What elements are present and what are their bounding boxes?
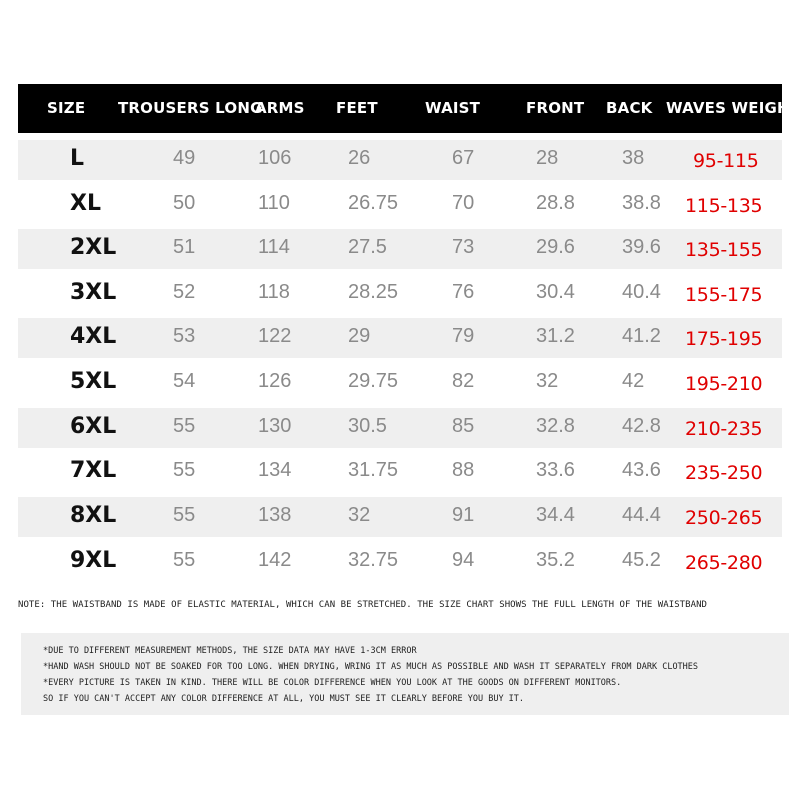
header-back: BACK [606,99,653,117]
cell-back: 42 [622,370,645,392]
cell-size: 4XL [70,324,117,349]
cell-feet: 29.75 [348,370,399,392]
cell-size: 7XL [70,458,117,483]
cell-front: 30.4 [536,281,575,303]
cell-trousers-long: 51 [173,236,196,258]
cell-waist: 94 [452,549,475,571]
table-header [18,84,800,133]
cell-feet: 31.75 [348,459,399,481]
cell-arms: 122 [258,325,292,347]
notice-line: *EVERY PICTURE IS TAKEN IN KIND. THERE WILL BE COLOR DIFFERENCE WHEN YOU LOOK AT THE GOODS ON DIFFERENT MONITORS. [43,678,622,688]
cell-feet: 32.75 [348,549,399,571]
cell-size: 9XL [70,548,117,573]
cell-trousers-long: 53 [173,325,196,347]
cell-weight: 235-250 [685,462,763,484]
cell-back: 44.4 [622,504,661,526]
cell-feet: 32 [348,504,371,526]
cell-front: 33.6 [536,459,575,481]
cell-back: 40.4 [622,281,661,303]
header-trousers-long: TROUSERS LONG [118,99,263,117]
cell-waist: 73 [452,236,475,258]
cell-front: 34.4 [536,504,575,526]
cell-feet: 28.25 [348,281,399,303]
cell-size: 8XL [70,503,117,528]
cell-weight: 155-175 [685,284,763,306]
notice-line: *DUE TO DIFFERENT MEASUREMENT METHODS, THE SIZE DATA MAY HAVE 1-3CM ERROR [43,646,417,656]
cell-size: 6XL [70,414,117,439]
header-size: SIZE [47,99,86,117]
cell-arms: 138 [258,504,292,526]
cell-weight: 115-135 [685,195,763,217]
cell-front: 31.2 [536,325,575,347]
cell-feet: 27.5 [348,236,387,258]
cell-trousers-long: 55 [173,504,196,526]
cell-weight: 135-155 [685,239,763,261]
cell-trousers-long: 55 [173,459,196,481]
notice-box [21,633,789,715]
notice-line: SO IF YOU CAN'T ACCEPT ANY COLOR DIFFERENCE AT ALL, YOU MUST SEE IT CLEARLY BEFORE YOU BUY IT. [43,694,525,704]
header-front: FRONT [526,99,585,117]
cell-feet: 29 [348,325,371,347]
cell-back: 38.8 [622,192,661,214]
header-waist: WAIST [425,99,481,117]
cell-weight: 195-210 [685,373,763,395]
cell-back: 39.6 [622,236,661,258]
cell-size: 5XL [70,369,117,394]
cell-size: 2XL [70,235,117,260]
waistband-note: NOTE: THE WAISTBAND IS MADE OF ELASTIC MATERIAL, WHICH CAN BE STRETCHED. THE SIZE CHART SHOWS THE FULL LENGTH OF THE WAISTBAND [18,600,708,610]
cell-trousers-long: 55 [173,415,196,437]
cell-weight: 95-115 [693,150,759,172]
cell-size: XL [70,191,101,216]
cell-trousers-long: 55 [173,549,196,571]
header-arms: ARMS [255,99,305,117]
cell-waist: 70 [452,192,475,214]
cell-trousers-long: 54 [173,370,196,392]
cell-trousers-long: 49 [173,147,196,169]
cell-arms: 110 [258,192,290,214]
cell-weight: 210-235 [685,418,763,440]
cell-waist: 76 [452,281,475,303]
notice-line: *HAND WASH SHOULD NOT BE SOAKED FOR TOO LONG. WHEN DRYING, WRING IT AS MUCH AS POSSIBLE AND WASH IT SEPARATELY FROM DARK CLOTHES [43,662,699,672]
header-waves-weight: WAVES WEIGHT [666,99,800,117]
cell-back: 41.2 [622,325,661,347]
header-feet: FEET [336,99,378,117]
table-row [18,140,782,180]
cell-front: 32 [536,370,559,392]
table-row [18,229,782,269]
cell-back: 43.6 [622,459,661,481]
cell-waist: 82 [452,370,475,392]
cell-arms: 130 [258,415,292,437]
table-row [18,542,782,582]
cell-back: 45.2 [622,549,661,571]
cell-front: 32.8 [536,415,575,437]
cell-trousers-long: 52 [173,281,196,303]
cell-arms: 114 [258,236,290,258]
table-row [18,185,782,225]
cell-feet: 26.75 [348,192,399,214]
cell-weight: 265-280 [685,552,763,574]
cell-waist: 85 [452,415,475,437]
cell-feet: 26 [348,147,371,169]
cell-front: 29.6 [536,236,575,258]
cell-arms: 134 [258,459,292,481]
cell-waist: 67 [452,147,475,169]
table-row [18,274,782,314]
table-row [18,497,782,537]
cell-weight: 250-265 [685,507,763,529]
cell-arms: 106 [258,147,292,169]
cell-size: 3XL [70,280,117,305]
cell-weight: 175-195 [685,328,763,350]
cell-waist: 79 [452,325,475,347]
cell-arms: 118 [258,281,290,303]
cell-feet: 30.5 [348,415,387,437]
cell-size: L [70,146,85,171]
cell-trousers-long: 50 [173,192,196,214]
cell-arms: 142 [258,549,292,571]
cell-back: 38 [622,147,645,169]
cell-front: 35.2 [536,549,575,571]
table-row [18,363,782,403]
table-row [18,452,782,492]
cell-front: 28 [536,147,559,169]
cell-front: 28.8 [536,192,575,214]
table-row [18,408,782,448]
cell-waist: 88 [452,459,475,481]
table-row [18,318,782,358]
cell-back: 42.8 [622,415,661,437]
cell-waist: 91 [452,504,475,526]
cell-arms: 126 [258,370,292,392]
